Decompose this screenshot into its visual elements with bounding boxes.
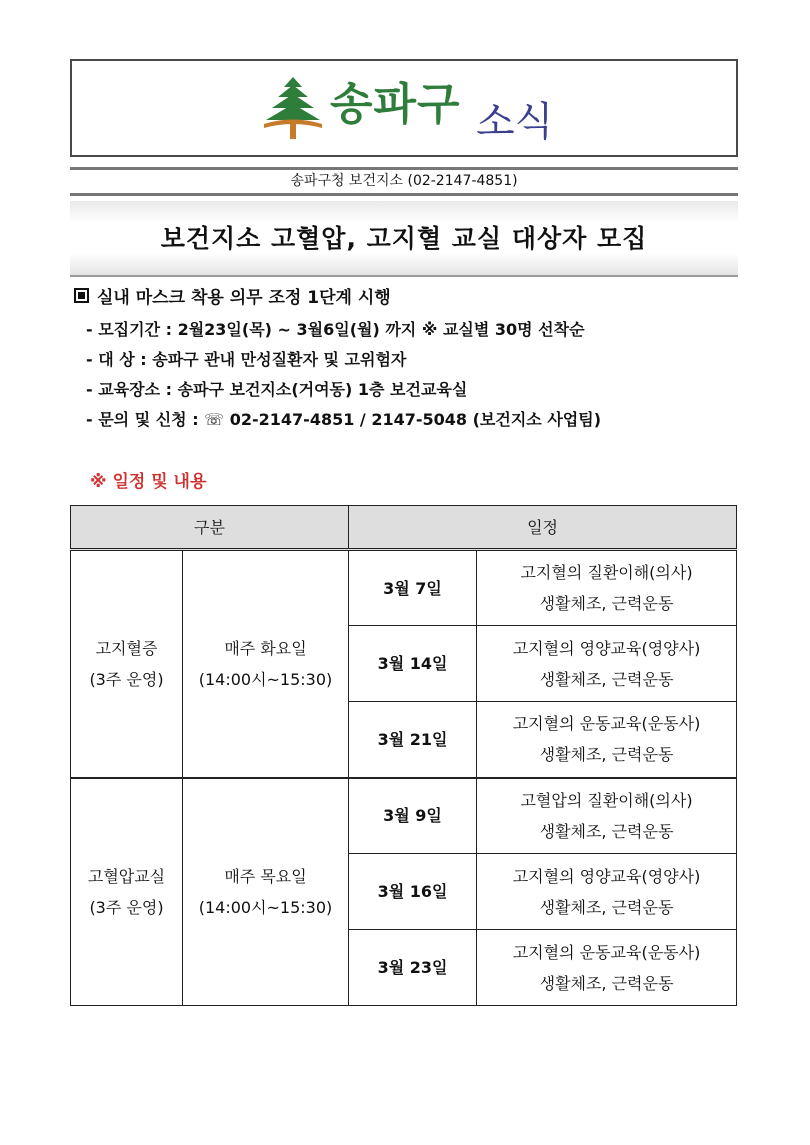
header-box <box>70 59 738 157</box>
group-day-cell <box>183 550 349 778</box>
header-category: 구분 <box>71 506 349 550</box>
content-line: 생활체조, 근력운동 <box>539 745 674 765</box>
group-duration: (3주 운영) <box>89 897 164 917</box>
group-name-cell <box>71 550 183 778</box>
content-line: 고지혈의 질환이해(의사) <box>520 563 693 582</box>
group-day: 매주 목요일 <box>224 866 307 886</box>
date-cell: 3월 16일 <box>349 854 477 930</box>
content-line: 생활체조, 근력운동 <box>539 669 674 689</box>
item-target: - 대 상 : 송파구 관내 만성질환자 및 고위험자 <box>86 350 407 369</box>
item-recruit-period: - 모집기간 : 2월23일(목) ~ 3월6일(월) 까지 ※ 교실별 30명 선착순 <box>86 320 585 339</box>
checkbox-square-icon <box>74 288 89 303</box>
date-cell: 3월 14일 <box>349 626 477 702</box>
date-cell: 3월 7일 <box>349 550 477 626</box>
brand-name: 송파구 <box>330 79 461 130</box>
item-inquiry: - 문의 및 신청 : ☏ 02-2147-4851 / 2147-5048 (보건지소 사업팀) <box>86 410 602 429</box>
pine-tree-icon <box>262 75 324 141</box>
page-title: 보건지소 고혈압, 고지혈 교실 대상자 모집 <box>70 201 738 277</box>
content-line: 고지혈의 운동교육(운동사) <box>512 942 701 962</box>
content-cell <box>477 778 737 854</box>
news-label: 소식 <box>476 99 554 145</box>
table-row <box>71 778 737 854</box>
group-day: 매주 화요일 <box>224 638 307 658</box>
content-cell <box>477 854 737 930</box>
group-time: (14:00시~15:30) <box>198 897 333 917</box>
content-line: 고지혈의 영양교육(영양사) <box>512 866 701 886</box>
notice-text: 실내 마스크 착용 의무 조정 1단계 시행 <box>97 288 391 308</box>
date-cell: 3월 9일 <box>349 778 477 854</box>
schedule-title: ※ 일정 및 내용 <box>90 472 207 492</box>
contact-line: 송파구청 보건지소 (02-2147-4851) <box>70 167 738 196</box>
group-duration: (3주 운영) <box>89 669 164 689</box>
group-time: (14:00시~15:30) <box>198 669 333 689</box>
content-cell <box>477 702 737 778</box>
content-line: 고지혈의 영양교육(영양사) <box>512 638 701 658</box>
group-name-cell <box>71 778 183 1006</box>
content-cell <box>477 550 737 626</box>
content-line: 고혈압의 질환이해(의사) <box>520 790 693 810</box>
header-schedule: 일정 <box>349 506 737 550</box>
group-day-cell <box>183 778 349 1006</box>
date-cell: 3월 23일 <box>349 930 477 1006</box>
content-line: 고지혈의 운동교육(운동사) <box>512 714 701 734</box>
content-line: 생활체조, 근력운동 <box>539 821 674 841</box>
content-line: 생활체조, 근력운동 <box>539 897 674 917</box>
content-line: 생활체조, 근력운동 <box>539 594 674 613</box>
date-cell: 3월 21일 <box>349 702 477 778</box>
schedule-table <box>70 505 737 1006</box>
content-line: 생활체조, 근력운동 <box>539 973 674 993</box>
item-location: - 교육장소 : 송파구 보건지소(거여동) 1층 보건교육실 <box>86 380 468 399</box>
group-name: 고혈압교실 <box>87 866 166 886</box>
notice-line <box>74 286 391 310</box>
content-cell <box>477 930 737 1006</box>
table-row <box>71 550 737 626</box>
content-cell <box>477 626 737 702</box>
group-name: 고지혈증 <box>95 638 158 658</box>
